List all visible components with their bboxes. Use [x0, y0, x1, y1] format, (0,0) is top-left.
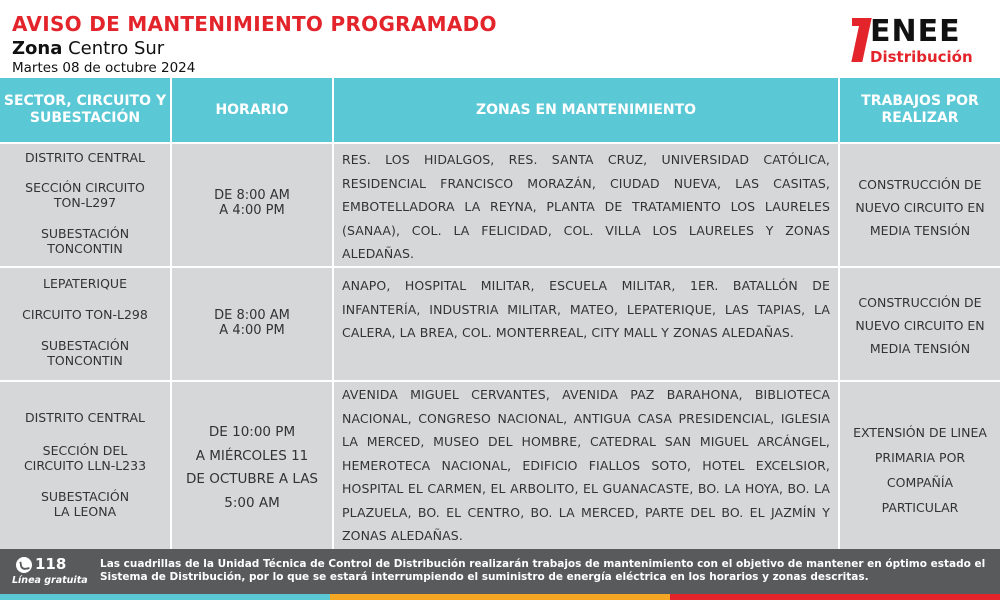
sector-cell: [0, 268, 170, 380]
sector-circuit: SECCIÓN CIRCUITO: [25, 180, 145, 195]
color-stripe-teal: [0, 594, 330, 600]
horario-line: A MIÉRCOLES 11: [195, 447, 309, 464]
header-horario: HORARIO: [170, 78, 332, 142]
sector-substation: LA LEONA: [53, 504, 117, 519]
phone-icon: [16, 557, 32, 573]
sector-circuit-code: CIRCUITO LLN-L233: [23, 458, 147, 473]
horario-from: DE 8:00 AM: [214, 308, 290, 323]
horario-line: DE 10:00 PM: [208, 424, 296, 440]
zone-title: [12, 38, 164, 59]
zonas-cell: [332, 144, 838, 266]
zonas-text: RES. LOS HIDALGOS, RES. SANTA CRUZ, UNIVERSIDAD CATÓLICA, RESIDENCIAL FRANCISCO MORAZÁN, CIUDAD NUEVA, LAS CASITAS, EMBOTELLADORA LA REYNA, PLANTA DE TRATAMIENTO LOS LAURELES (SANAA), COL. LA FELICIDAD, COL. VILLA LOS LAURELES Y ZONAS ALEDAÑAS.: [342, 152, 830, 261]
trabajos-line: NUEVO CIRCUITO EN: [855, 318, 985, 333]
page-title: AVISO DE MANTENIMIENTO PROGRAMADO: [12, 12, 497, 36]
sector-district: DISTRITO CENTRAL: [24, 410, 145, 425]
zone-label: Zona: [12, 38, 63, 59]
sector-substation: TONCONTIN: [47, 353, 123, 368]
horario-line: 5:00 AM: [224, 494, 280, 511]
zonas-text: AVENIDA MIGUEL CERVANTES, AVENIDA PAZ BARAHONA, BIBLIOTECA NACIONAL, CONGRESO NACIONAL, ANTIGUA CASA PRESIDENCIAL, IGLESIA LA MERCED, MUSEO DEL HOMBRE, CATEDRAL SAN MIGUEL ARCÁNGEL, HEMEROTECA NACIONAL, EDIFICIO FIALLOS SOTO, HOTEL EXCELSIOR, HOSPITAL EL CARMEN, EL ARBOLITO, EL GUANACASTE, BO. LA HOYA, BO. LA PLAZUELA, BO. EL CENTRO, BO. LA MERCED, PARTE DEL BO. EL JAZMÍN Y ZONAS ALEDAÑAS.: [342, 387, 830, 543]
sector-cell: [0, 144, 170, 266]
table-row: [0, 380, 1000, 549]
trabajos-cell: [838, 144, 1000, 266]
footer: [0, 549, 1000, 594]
horario-from: DE 8:00 AM: [214, 188, 290, 203]
trabajos-line: MEDIA TENSIÓN: [869, 341, 971, 356]
trabajos-line: COMPAÑÍA: [886, 475, 954, 490]
header-trabajos: TRABAJOS POR REALIZAR: [838, 78, 1000, 142]
sector-district: DISTRITO CENTRAL: [24, 150, 145, 165]
sector-substation-label: SUBESTACIÓN: [40, 226, 130, 241]
hotline-label: Línea gratuita: [12, 575, 88, 586]
header-zonas: ZONAS EN MANTENIMIENTO: [332, 78, 838, 142]
zonas-text: ANAPO, HOSPITAL MILITAR, ESCUELA MILITAR, 1ER. BATALLÓN DE INFANTERÍA, INDUSTRIA MILITAR, MATEO, LEPATERIQUE, LAS TAPIAS, LA CALERA, LA BREA, COL. MONTERREAL, CITY MALL Y ZONAS ALEDAÑAS.: [342, 278, 830, 340]
trabajos-cell: [838, 382, 1000, 549]
enee-logo: [852, 16, 997, 68]
trabajos-cell: [838, 268, 1000, 380]
zone-name: Centro Sur: [62, 38, 165, 59]
sector-substation: TONCONTIN: [47, 241, 123, 256]
horario-cell: [170, 144, 332, 266]
horario-to: A 4:00 PM: [219, 203, 285, 218]
footer-notice: Las cuadrillas de la Unidad Técnica de Control de Distribución realizarán trabajos de mantenimiento con el objetivo de mantener en óptimo estado el Sistema de Distribución, por lo que se estará interrumpiendo el suministro de energía eléctrica en los horarios y zonas descritas.: [100, 558, 986, 583]
horario-cell: [170, 382, 332, 549]
hotline-number: 118: [35, 555, 67, 573]
header: [0, 0, 1000, 78]
notice-date: Martes 08 de octubre 2024: [12, 60, 196, 76]
table-header: [0, 78, 1000, 142]
zonas-cell: [332, 268, 838, 380]
logo-subtitle: Distribución: [870, 48, 973, 66]
zonas-cell: [332, 382, 838, 549]
sector-district: LEPATERIQUE: [43, 276, 127, 291]
horario-cell: [170, 268, 332, 380]
sector-cell: [0, 382, 170, 549]
sector-circuit: CIRCUITO TON-L298: [22, 307, 148, 322]
color-stripe-orange: [330, 594, 670, 600]
trabajos-line: CONSTRUCCIÓN DE: [858, 177, 982, 192]
sector-circuit: SECCIÓN DEL: [42, 443, 128, 458]
table-row: [0, 266, 1000, 380]
trabajos-line: EXTENSIÓN DE LINEA: [853, 425, 987, 440]
header-sector: SECTOR, CIRCUITO Y SUBESTACIÓN: [3, 93, 167, 126]
horario-line: DE OCTUBRE A LAS: [185, 471, 319, 487]
sector-substation-label: SUBESTACIÓN: [40, 338, 130, 353]
color-stripe-red: [670, 594, 1000, 600]
enee-mark-icon: [852, 18, 870, 62]
sector-circuit-code: TON-L297: [53, 195, 117, 210]
trabajos-line: NUEVO CIRCUITO EN: [855, 200, 985, 215]
trabajos-line: MEDIA TENSIÓN: [869, 223, 971, 238]
horario-to: A 4:00 PM: [219, 323, 285, 338]
table-row: [0, 142, 1000, 266]
logo-name: ENEE: [870, 14, 961, 49]
sector-substation-label: SUBESTACIÓN: [40, 489, 130, 504]
trabajos-line: PARTICULAR: [881, 500, 959, 515]
trabajos-line: PRIMARIA POR: [874, 450, 966, 465]
trabajos-line: CONSTRUCCIÓN DE: [858, 295, 982, 310]
